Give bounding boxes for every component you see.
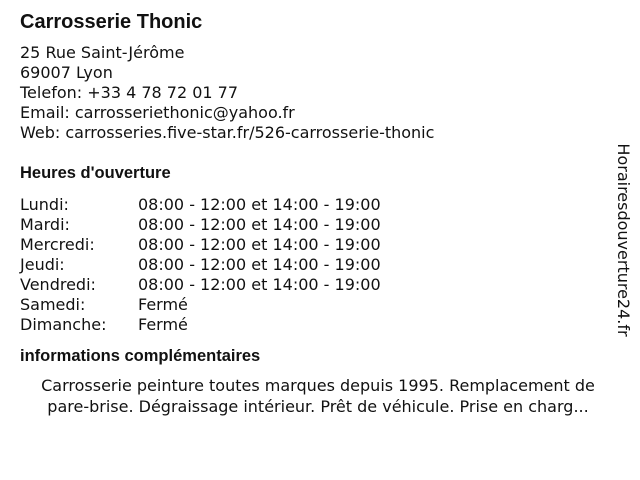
hours-row-wednesday bbox=[20, 235, 616, 255]
hours-value: Fermé bbox=[138, 315, 188, 334]
day-label: Vendredi: bbox=[20, 275, 96, 294]
hours-row-thursday bbox=[20, 255, 616, 275]
business-card bbox=[20, 10, 616, 417]
additional-info-heading: informations complémentaires bbox=[20, 347, 261, 365]
description-line: Carrosserie peinture toutes marques depuis 1995. Remplacement de bbox=[41, 376, 595, 395]
hours-row-tuesday bbox=[20, 215, 616, 235]
hours-row-friday bbox=[20, 275, 616, 295]
hours-row-sunday bbox=[20, 315, 616, 335]
opening-hours-heading: Heures d'ouverture bbox=[20, 164, 171, 182]
hours-value: 08:00 - 12:00 et 14:00 - 19:00 bbox=[138, 275, 381, 294]
hours-row-monday bbox=[20, 195, 616, 215]
hours-value: Fermé bbox=[138, 295, 188, 314]
opening-hours-list bbox=[20, 195, 616, 335]
day-label: Jeudi: bbox=[20, 255, 65, 274]
phone-line: Telefon: +33 4 78 72 01 77 bbox=[20, 83, 239, 102]
day-label: Samedi: bbox=[20, 295, 86, 314]
site-watermark: Horairesdouverture24.fr bbox=[614, 143, 633, 337]
additional-info-text bbox=[18, 375, 618, 417]
hours-value: 08:00 - 12:00 et 14:00 - 19:00 bbox=[138, 235, 381, 254]
email-line: Email: carrosseriethonic@yahoo.fr bbox=[20, 103, 295, 122]
hours-row-saturday bbox=[20, 295, 616, 315]
hours-value: 08:00 - 12:00 et 14:00 - 19:00 bbox=[138, 255, 381, 274]
day-label: Dimanche: bbox=[20, 315, 107, 334]
business-name: Carrosserie Thonic bbox=[20, 11, 203, 33]
address-city: 69007 Lyon bbox=[20, 63, 113, 82]
address-street: 25 Rue Saint-Jérôme bbox=[20, 43, 185, 62]
day-label: Mardi: bbox=[20, 215, 70, 234]
web-line: Web: carrosseries.five-star.fr/526-carrosserie-thonic bbox=[20, 123, 435, 142]
description-line: pare-brise. Dégraissage intérieur. Prêt de véhicule. Prise en charg... bbox=[47, 397, 589, 416]
hours-value: 08:00 - 12:00 et 14:00 - 19:00 bbox=[138, 195, 381, 214]
day-label: Mercredi: bbox=[20, 235, 95, 254]
day-label: Lundi: bbox=[20, 195, 69, 214]
hours-value: 08:00 - 12:00 et 14:00 - 19:00 bbox=[138, 215, 381, 234]
